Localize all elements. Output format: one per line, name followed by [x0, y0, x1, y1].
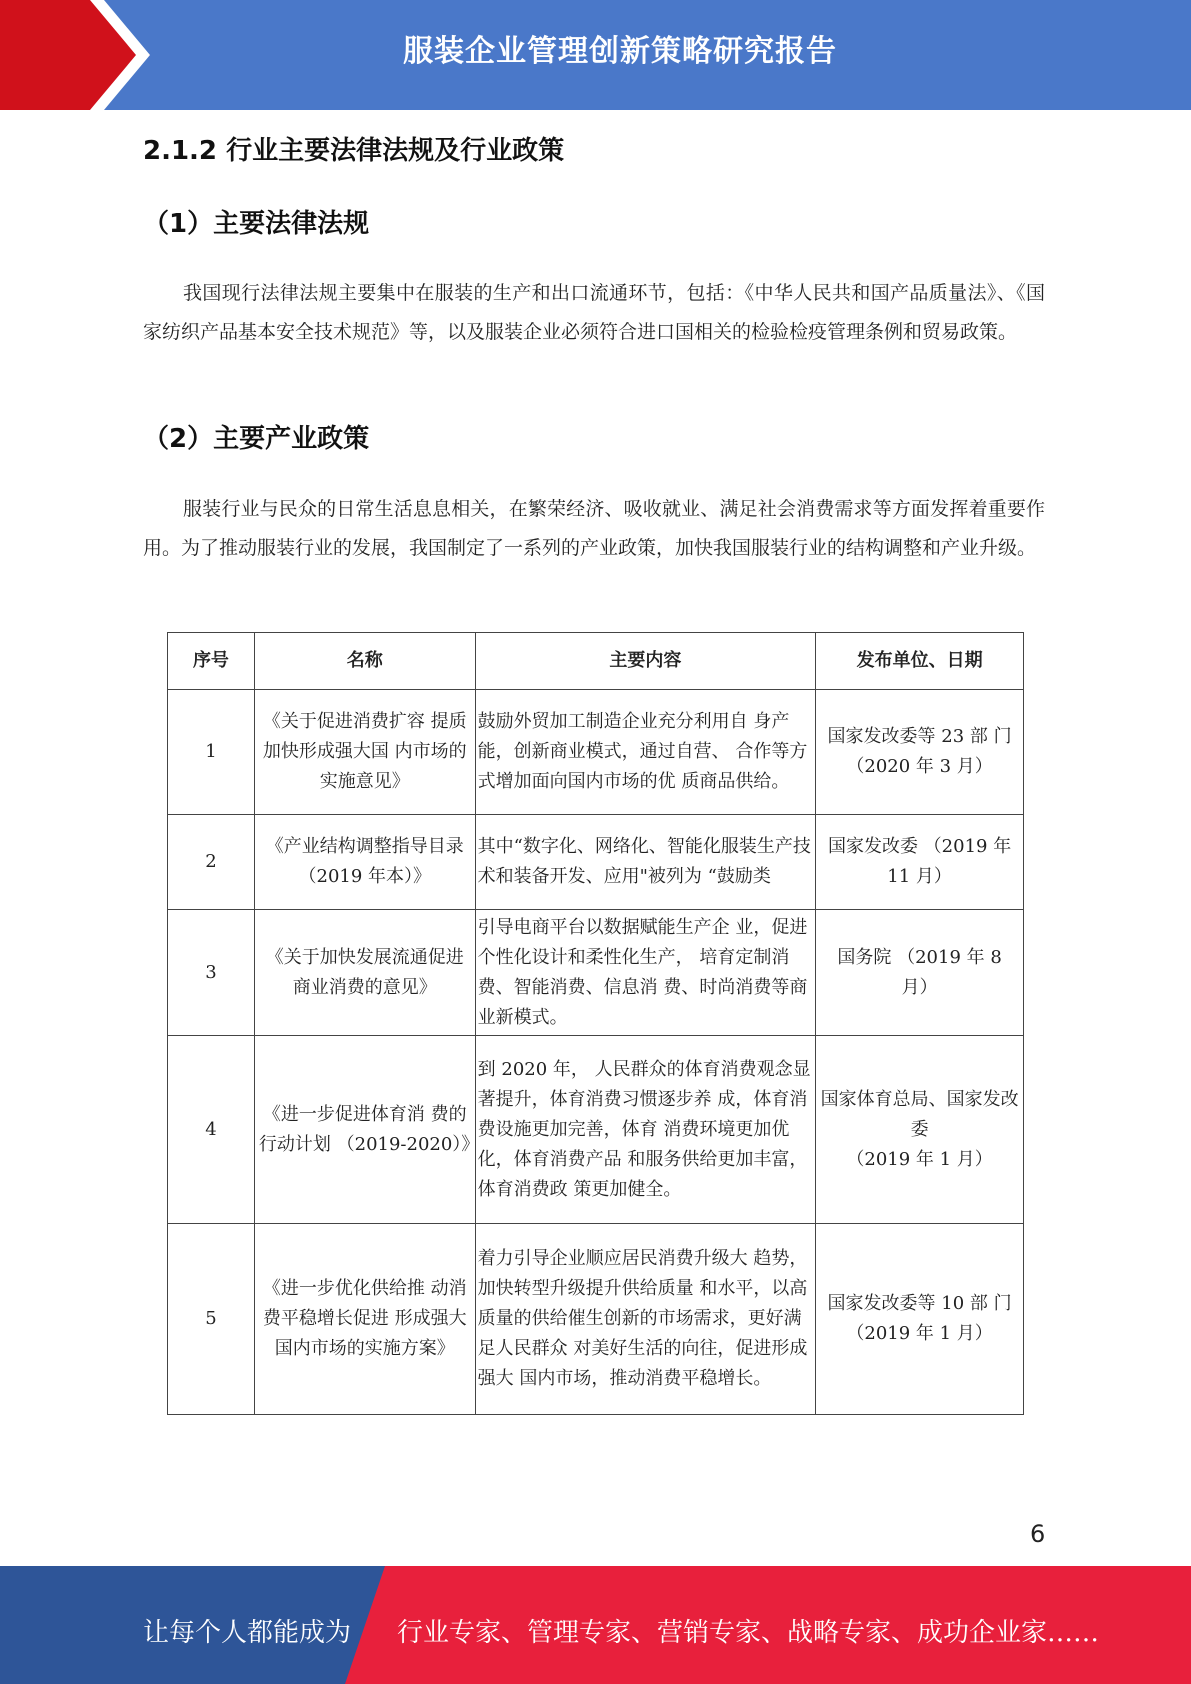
policies-heading: （2）主要产业政策: [143, 424, 370, 454]
page-header: [0, 0, 1191, 110]
col-header-content: 主要内容: [475, 633, 816, 690]
policy-issuer-cell: [816, 815, 1024, 910]
col-header-name: 名称: [254, 633, 475, 690]
col-header-no: 序号: [168, 633, 255, 690]
report-title: 服装企业管理创新策略研究报告: [403, 34, 837, 69]
policy-content: 引导电商平台以数据赋能生产企 业，促进个性化设计和柔性化生产， 培育定制消费、智能消费、信息消 费、时尚消费等商业新模式。: [475, 910, 816, 1036]
table-row: [168, 1036, 1024, 1224]
policy-issuer: 国家发改委 （2019 年: [827, 836, 1012, 857]
policy-name: 《进一步优化供给推 动消费平稳增长促进 形成强大国内市场的实施方案》: [254, 1224, 475, 1415]
policy-issuer-cell: [816, 690, 1024, 815]
policy-date: （2020 年 3 月）: [846, 756, 993, 777]
laws-paragraph: 我国现行法律法规主要集中在服装的生产和出口流通环节，包括：《中华人民共和国产品质量法》、《国家纺织产品基本安全技术规范》等，以及服装企业必须符合进口国相关的检验检疫管理条例和贸易政策。: [143, 282, 1045, 343]
table-row: [168, 815, 1024, 910]
row-number: 5: [168, 1224, 255, 1415]
table-row: [168, 910, 1024, 1036]
policy-issuer-cell: [816, 1224, 1024, 1415]
row-number: 2: [168, 815, 255, 910]
policy-date: （2019 年 1 月）: [846, 1148, 993, 1170]
policy-table: [167, 632, 1024, 1415]
laws-heading: （1）主要法律法规: [143, 209, 370, 239]
footer-slogan-right: 行业专家、管理专家、营销专家、战略专家、成功企业家……: [397, 1618, 1100, 1648]
row-number: 3: [168, 910, 255, 1036]
col-header-issuer: 发布单位、日期: [816, 633, 1024, 690]
policy-content: 其中“数字化、网络化、智能化服装生产技术和装备开发、应用"被列为 “鼓励类: [475, 815, 816, 910]
policy-name: 《关于促进消费扩容 提质加快形成强大国 内市场的实施意见》: [254, 690, 475, 815]
policy-name: 《关于加快发展流通促进商业消费的意见》: [254, 910, 475, 1036]
section-heading: 2.1.2 行业主要法律法规及行业政策: [143, 136, 565, 166]
policy-issuer: 国家发改委等 10 部 门: [827, 1293, 1012, 1314]
policy-date: 11 月）: [887, 866, 952, 887]
header-red-arrow: [0, 0, 150, 110]
policy-name: 《产业结构调整指导目录（2019 年本）》: [254, 815, 475, 910]
table-row: [168, 690, 1024, 815]
policy-issuer: 国务院 （2019 年 8: [837, 946, 1002, 968]
page-number: 6: [1030, 1520, 1046, 1548]
policy-content: 鼓励外贸加工制造企业充分利用自 身产能，创新商业模式，通过自营、 合作等方式增加面向国内市场的优 质商品供给。: [475, 690, 816, 815]
policy-issuer-cell: [816, 1036, 1024, 1224]
table-header-row: [168, 633, 1024, 690]
policy-issuer: 国家体育总局、国家发改委: [820, 1088, 1019, 1140]
row-number: 4: [168, 1036, 255, 1224]
table-row: [168, 1224, 1024, 1415]
policy-date: 月）: [901, 976, 938, 998]
policy-content: 到 2020 年， 人民群众的体育消费观念显著提升，体育消费习惯逐步养 成，体育消费设施更加完善，体育 消费环境更加优化，体育消费产品 和服务供给更加丰富，体育消费政 策更加健全。: [475, 1036, 816, 1224]
policy-date: （2019 年 1 月）: [846, 1323, 993, 1344]
policy-issuer-cell: [816, 910, 1024, 1036]
footer-slogan-left: 让每个人都能成为: [143, 1618, 352, 1648]
policy-name: 《进一步促进体育消 费的行动计划 （2019-2020）》: [254, 1036, 475, 1224]
policies-paragraph: 服装行业与民众的日常生活息息相关，在繁荣经济、吸收就业、满足社会消费需求等方面发挥着重要作用。为了推动服装行业的发展，我国制定了一系列的产业政策，加快我国服装行业的结构调整和产业升级。: [143, 498, 1045, 559]
policy-content: 着力引导企业顺应居民消费升级大 趋势，加快转型升级提升供给质量 和水平，以高质量的供给催生创新的市场需求，更好满足人民群众 对美好生活的向往，促进形成强大 国内市场，推动消费平稳增长。: [475, 1224, 816, 1415]
policy-issuer: 国家发改委等 23 部 门: [827, 726, 1012, 747]
row-number: 1: [168, 690, 255, 815]
